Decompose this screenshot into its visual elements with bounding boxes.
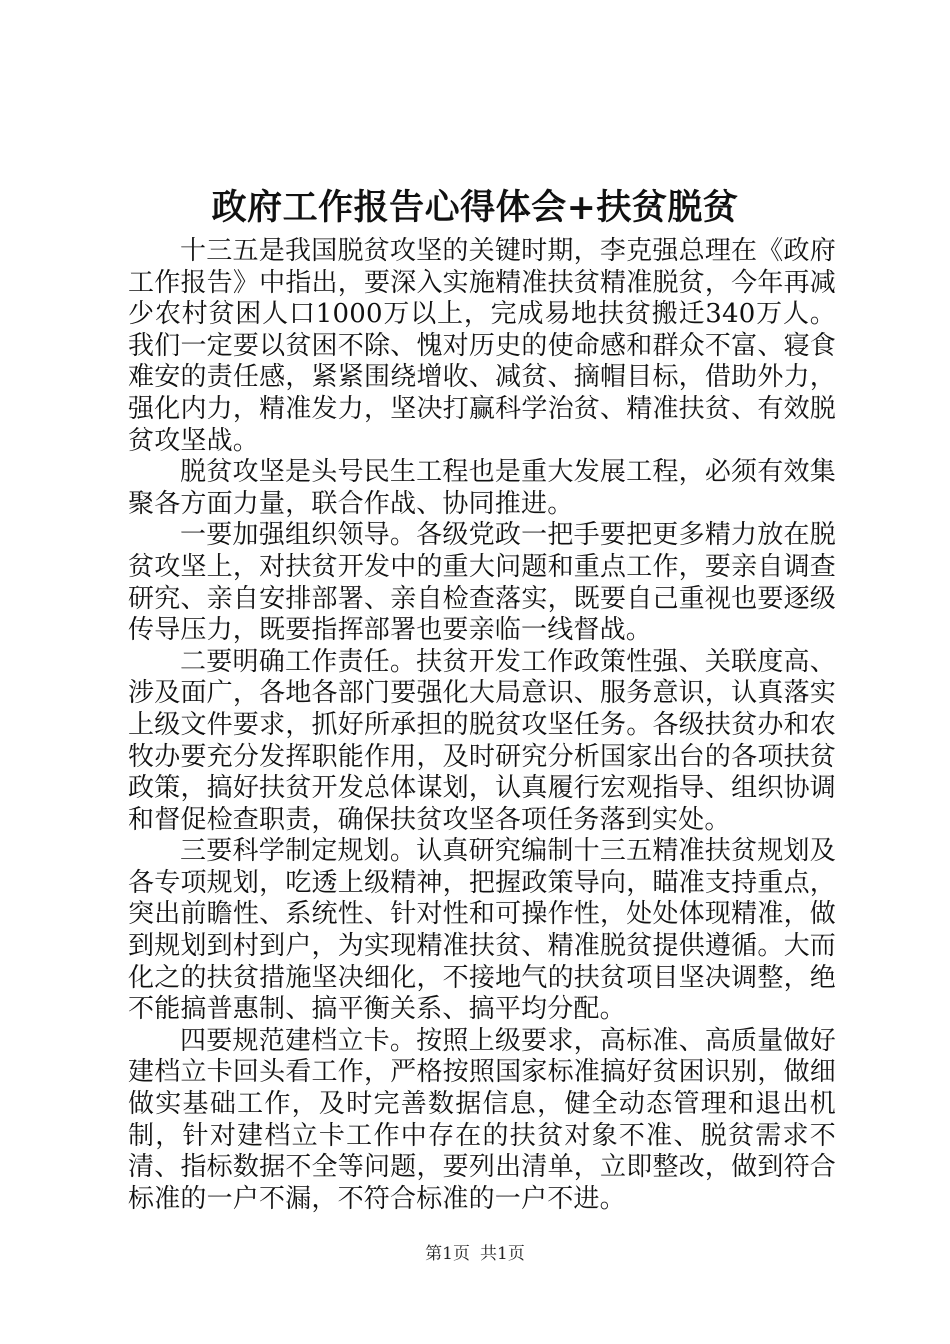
paragraph-point-one: 一要加强组织领导。各级党政一把手要把更多精力放在脱贫攻坚上，对扶贫开发中的重大问题和重点工作，要亲自调查研究、亲自安排部署、亲自检查落实，既要自己重视也要逐级传导压力，既要指挥部署也要亲临一线督战。 — [128, 520, 836, 646]
paragraph-point-two: 二要明确工作责任。扶贫开发工作政策性强、关联度高、涉及面广，各地各部门要强化大局意识、服务意识，认真落实上级文件要求，抓好所承担的脱贫攻坚任务。各级扶贫办和农牧办要充分发挥职能作用，及时研究分析国家出台的各项扶贫政策，搞好扶贫开发总体谋划，认真履行宏观指导、组织协调和督促检查职责，确保扶贫攻坚各项任务落到实处。 — [128, 646, 836, 835]
page-total: 共1页 — [480, 1244, 525, 1264]
paragraph-overview: 脱贫攻坚是头号民生工程也是重大发展工程，必须有效集聚各方面力量，联合作战、协同推进。 — [128, 457, 836, 519]
paragraph-intro: 十三五是我国脱贫攻坚的关键时期，李克强总理在《政府工作报告》中指出，要深入实施精准扶贫精准脱贫，今年再减少农村贫困人口1000万以上，完成易地扶贫搬迁340万人。我们一定要以贫困不除、愧对历史的使命感和群众不富、寝食难安的责任感，紧紧围绕增收、减贫、摘帽目标，借助外力，强化内力，精准发力，坚决打赢科学治贫、精准扶贫、有效脱贫攻坚战。 — [128, 236, 836, 456]
page-footer — [0, 1243, 950, 1265]
page-number: 第1页 — [425, 1244, 470, 1264]
paragraph-point-three: 三要科学制定规划。认真研究编制十三五精准扶贫规划及各专项规划，吃透上级精神，把握政策导向，瞄准支持重点，突出前瞻性、系统性、针对性和可操作性，处处体现精准，做到规划到村到户，为实现精准扶贫、精准脱贫提供遵循。大而化之的扶贫措施坚决细化，不接地气的扶贫项目坚决调整，绝不能搞普惠制、搞平衡关系、搞平均分配。 — [128, 836, 836, 1025]
document-body — [128, 236, 836, 1215]
paragraph-point-four: 四要规范建档立卡。按照上级要求，高标准、高质量做好建档立卡回头看工作，严格按照国家标准搞好贫困识别，做细做实基础工作，及时完善数据信息，健全动态管理和退出机制，针对建档立卡工作中存在的扶贫对象不准、脱贫需求不清、指标数据不全等问题，要列出清单，立即整改，做到符合标准的一户不漏，不符合标准的一户不进。 — [128, 1025, 836, 1214]
document-title: 政府工作报告心得体会+扶贫脱贫 — [211, 187, 739, 228]
